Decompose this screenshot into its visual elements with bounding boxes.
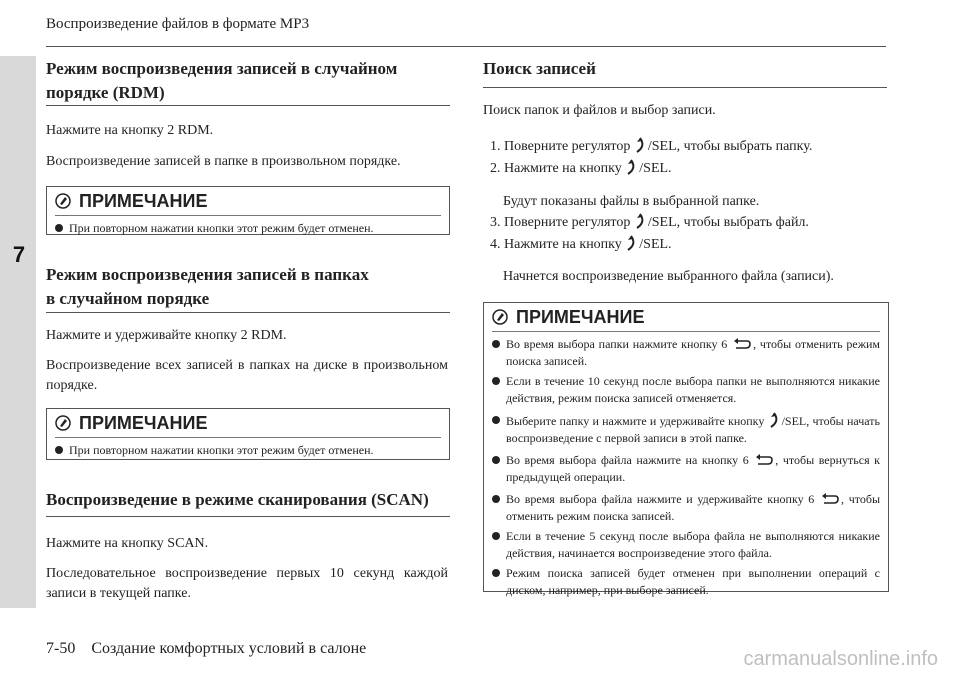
pencil-icon: [55, 415, 71, 431]
rdm-note-box: [46, 186, 450, 235]
rdm-title-line1: Режим воспроизведения записей в случайном: [46, 59, 398, 78]
search-note-item-7: Режим поиска записей будет отменен при выполнении операций с диском, например, при выборе записей.: [492, 565, 880, 599]
pencil-icon: [492, 309, 508, 325]
folder-rdm-title-line1: Режим воспроизведения записей в папках: [46, 265, 369, 284]
folder-rdm-title-line2: в случайном порядке: [46, 289, 210, 308]
folder-rdm-description: Воспроизведение всех записей в папках на диске в произвольном порядке.: [46, 358, 448, 393]
rdm-note-header: [47, 187, 449, 215]
folder-rdm-note-text: При повторном нажатии кнопки этот режим будет отменен.: [69, 443, 374, 457]
page-footer: [46, 640, 366, 658]
chapter-number: 7: [12, 242, 26, 267]
scan-instruction: Нажмите на кнопку SCAN.: [46, 536, 209, 551]
folder-rdm-note-rule: [55, 437, 441, 438]
page-number: 7-50: [46, 640, 76, 657]
tune-knob-icon: [625, 159, 639, 175]
search-step-3: 3. Поверните регулятор /SEL, чтобы выбрать файл.: [490, 215, 809, 230]
search-note-label: ПРИМЕЧАНИЕ: [516, 306, 645, 327]
folder-rdm-note-label: ПРИМЕЧАНИЕ: [79, 412, 208, 433]
bullet-icon: [492, 416, 500, 424]
folder-rdm-instruction: Нажмите и удерживайте кнопку 2 RDM.: [46, 328, 287, 343]
return-icon: [733, 338, 751, 350]
search-step-4-result: Начнется воспроизведение выбранного файла (записи).: [503, 269, 834, 284]
search-note-box: [483, 302, 889, 597]
search-note-item-6: Если в течение 5 секунд после выбора файла не выполняются никакие действия, начинается воспроизведение этого файла.: [492, 528, 880, 562]
scan-description: Последовательное воспроизведение первых 10 секунд каждой записи в текущей папке.: [46, 566, 448, 601]
search-note-item-4: Во время выбора файла нажмите на кнопку 6 , чтобы вернуться к предыдущей операции.: [492, 452, 880, 486]
folder-rdm-section-title: [46, 263, 456, 311]
bullet-icon: [492, 495, 500, 503]
tune-knob-icon: [634, 213, 648, 229]
rdm-note-label: ПРИМЕЧАНИЕ: [79, 190, 208, 211]
tune-knob-icon: [625, 235, 639, 251]
watermark: carmanualsonline.info: [743, 648, 938, 670]
folder-rdm-note-item: [55, 442, 441, 459]
pencil-icon: [55, 193, 71, 209]
scan-title-rule: [46, 516, 450, 517]
folder-rdm-note-box: [46, 408, 450, 460]
rdm-title-line2: порядке (RDM): [46, 83, 165, 102]
return-icon: [755, 454, 773, 466]
scan-section-title: Воспроизведение в режиме сканирования (SCAN): [46, 490, 429, 509]
search-step-2: 2. Нажмите на кнопку /SEL.: [490, 161, 672, 176]
tune-knob-icon: [634, 137, 648, 153]
search-step-4: 4. Нажмите на кнопку /SEL.: [490, 237, 672, 252]
rdm-title-rule: [46, 105, 450, 106]
search-note-item-2: Если в течение 10 секунд после выбора папки не выполняются никакие действия, режим поиска записей отменяется.: [492, 373, 880, 407]
search-note-item-5: Во время выбора файла нажмите и удерживайте кнопку 6 , чтобы отменить режим поиска записей.: [492, 491, 880, 525]
bullet-icon: [492, 340, 500, 348]
search-note-item-1: Во время выбора папки нажмите кнопку 6 , чтобы отменить режим поиска записей.: [492, 336, 880, 370]
search-step-2-result: Будут показаны файлы в выбранной папке.: [503, 194, 760, 209]
search-section-title: Поиск записей: [483, 59, 596, 78]
search-intro: Поиск папок и файлов и выбор записи.: [483, 103, 716, 118]
bullet-icon: [492, 456, 500, 464]
rdm-note-rule: [55, 215, 441, 216]
search-note-header: [484, 303, 888, 331]
bullet-icon: [492, 532, 500, 540]
page-header-title: Воспроизведение файлов в формате MP3: [46, 16, 310, 32]
footer-section: Создание комфортных условий в салоне: [91, 640, 367, 657]
header-rule: [46, 46, 886, 47]
search-note-item-3: Выберите папку и нажмите и удерживайте кнопку /SEL, чтобы начать воспроизведение с первой записи в этой папке.: [492, 412, 880, 447]
search-note-rule: [492, 331, 880, 332]
bullet-icon: [55, 224, 63, 232]
rdm-description: Воспроизведение записей в папке в произвольном порядке.: [46, 154, 401, 169]
rdm-note-item: [55, 220, 441, 237]
rdm-instruction: Нажмите на кнопку 2 RDM.: [46, 123, 214, 138]
search-title-rule: [483, 87, 887, 88]
chapter-tab: [0, 56, 36, 608]
return-icon: [821, 493, 839, 505]
folder-rdm-note-header: [47, 409, 449, 437]
bullet-icon: [492, 377, 500, 385]
search-step-1: 1. Поверните регулятор /SEL, чтобы выбрать папку.: [490, 139, 813, 154]
tune-knob-icon: [768, 412, 782, 428]
bullet-icon: [55, 446, 63, 454]
folder-rdm-title-rule: [46, 312, 450, 313]
bullet-icon: [492, 569, 500, 577]
rdm-note-text: При повторном нажатии кнопки этот режим будет отменен.: [69, 221, 374, 235]
rdm-section-title: [46, 57, 456, 105]
